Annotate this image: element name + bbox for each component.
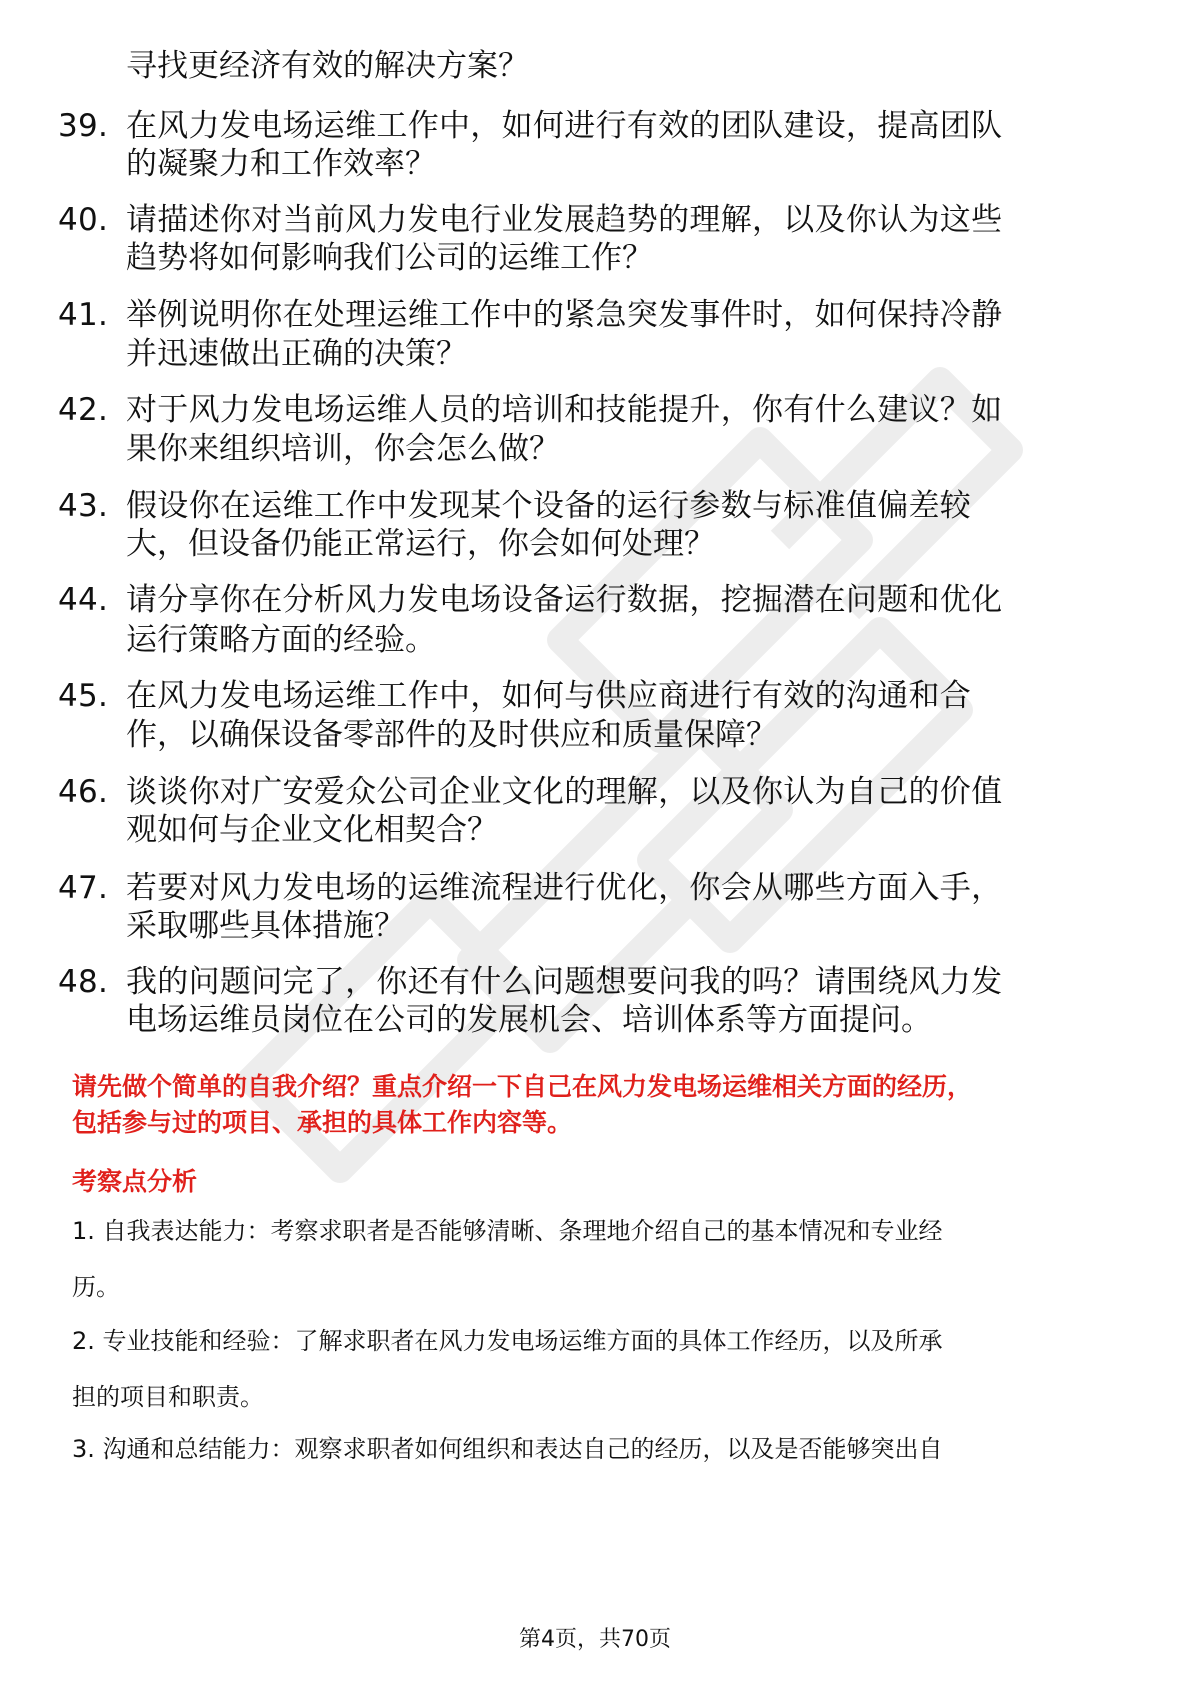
question-text: 若要对风力发电场的运维流程进行优化，你会从哪些方面入手，	[126, 870, 1003, 906]
question-item	[58, 486, 1140, 527]
question-text-continued: 果你来组织培训，你会怎么做？	[126, 431, 560, 467]
question-number: 48.	[58, 964, 109, 1000]
question-item	[58, 676, 1140, 717]
question-number: 43.	[58, 488, 109, 524]
question-item	[58, 200, 1140, 241]
question-number: 41.	[58, 297, 109, 333]
question-text-continued: 的凝聚力和工作效率？	[126, 146, 436, 182]
question-text-continued: 采取哪些具体措施？	[126, 908, 405, 944]
question-text: 在风力发电场运维工作中，如何进行有效的团队建设，提高团队	[126, 108, 1003, 144]
highlight-question-line1: 请先做个简单的自我介绍？重点介绍一下自己在风力发电场运维相关方面的经历，	[72, 1072, 973, 1101]
question-text-continued: 电场运维员岗位在公司的发展机会、培训体系等方面提问。	[126, 1002, 932, 1038]
question-number: 47.	[58, 870, 109, 906]
analysis-point-line: 1. 自我表达能力：考察求职者是否能够清晰、条理地介绍自己的基本情况和专业经	[72, 1217, 943, 1245]
question-number: 42.	[58, 392, 109, 428]
analysis-point-line: 2. 专业技能和经验：了解求职者在风力发电场运维方面的具体工作经历，以及所承	[72, 1327, 943, 1355]
question-text-continued: 并迅速做出正确的决策？	[126, 336, 467, 372]
analysis-heading: 考察点分析	[72, 1167, 198, 1196]
question-text: 谈谈你对广安爱众公司企业文化的理解，以及你认为自己的价值	[126, 774, 1003, 810]
question-item	[58, 295, 1140, 336]
question-number: 46.	[58, 774, 109, 810]
question-text-continued: 观如何与企业文化相契合？	[126, 812, 498, 848]
highlight-question-line2: 包括参与过的项目、承担的具体工作内容等。	[72, 1108, 573, 1137]
question-text-continued: 作，以确保设备零部件的及时供应和质量保障？	[126, 717, 777, 753]
question-item	[58, 868, 1140, 909]
question-number: 44.	[58, 582, 109, 618]
question-text: 假设你在运维工作中发现某个设备的运行参数与标准值偏差较	[126, 488, 972, 524]
question-item	[58, 772, 1140, 813]
page-number-footer: 第4页，共70页	[519, 1627, 671, 1652]
question-text: 我的问题问完了，你还有什么问题想要问我的吗？请围绕风力发	[126, 964, 1003, 1000]
question-item	[58, 580, 1140, 621]
question-number: 39.	[58, 108, 109, 144]
analysis-point-line: 历。	[72, 1273, 120, 1301]
question-number: 45.	[58, 678, 109, 714]
question-number: 40.	[58, 202, 109, 238]
question-item	[58, 106, 1140, 147]
question-item	[58, 962, 1140, 1003]
question-text: 举例说明你在处理运维工作中的紧急突发事件时，如何保持冷静	[126, 297, 1003, 333]
question-text-continued: 大，但设备仍能正常运行，你会如何处理？	[126, 526, 715, 562]
question-item	[58, 390, 1140, 431]
question-text: 对于风力发电场运维人员的培训和技能提升，你有什么建议？如	[126, 392, 1003, 428]
question-38-continuation: 寻找更经济有效的解决方案？	[126, 48, 529, 84]
question-text: 在风力发电场运维工作中，如何与供应商进行有效的沟通和合	[126, 678, 972, 714]
analysis-point-line: 3. 沟通和总结能力：观察求职者如何组织和表达自己的经历，以及是否能够突出自	[72, 1435, 943, 1463]
question-text-continued: 趋势将如何影响我们公司的运维工作？	[126, 240, 653, 276]
question-text-continued: 运行策略方面的经验。	[126, 622, 436, 658]
question-text: 请分享你在分析风力发电场设备运行数据，挖掘潜在问题和优化	[126, 582, 1003, 618]
question-text: 请描述你对当前风力发电行业发展趋势的理解，以及你认为这些	[126, 202, 1003, 238]
analysis-point-line: 担的项目和职责。	[72, 1383, 264, 1411]
